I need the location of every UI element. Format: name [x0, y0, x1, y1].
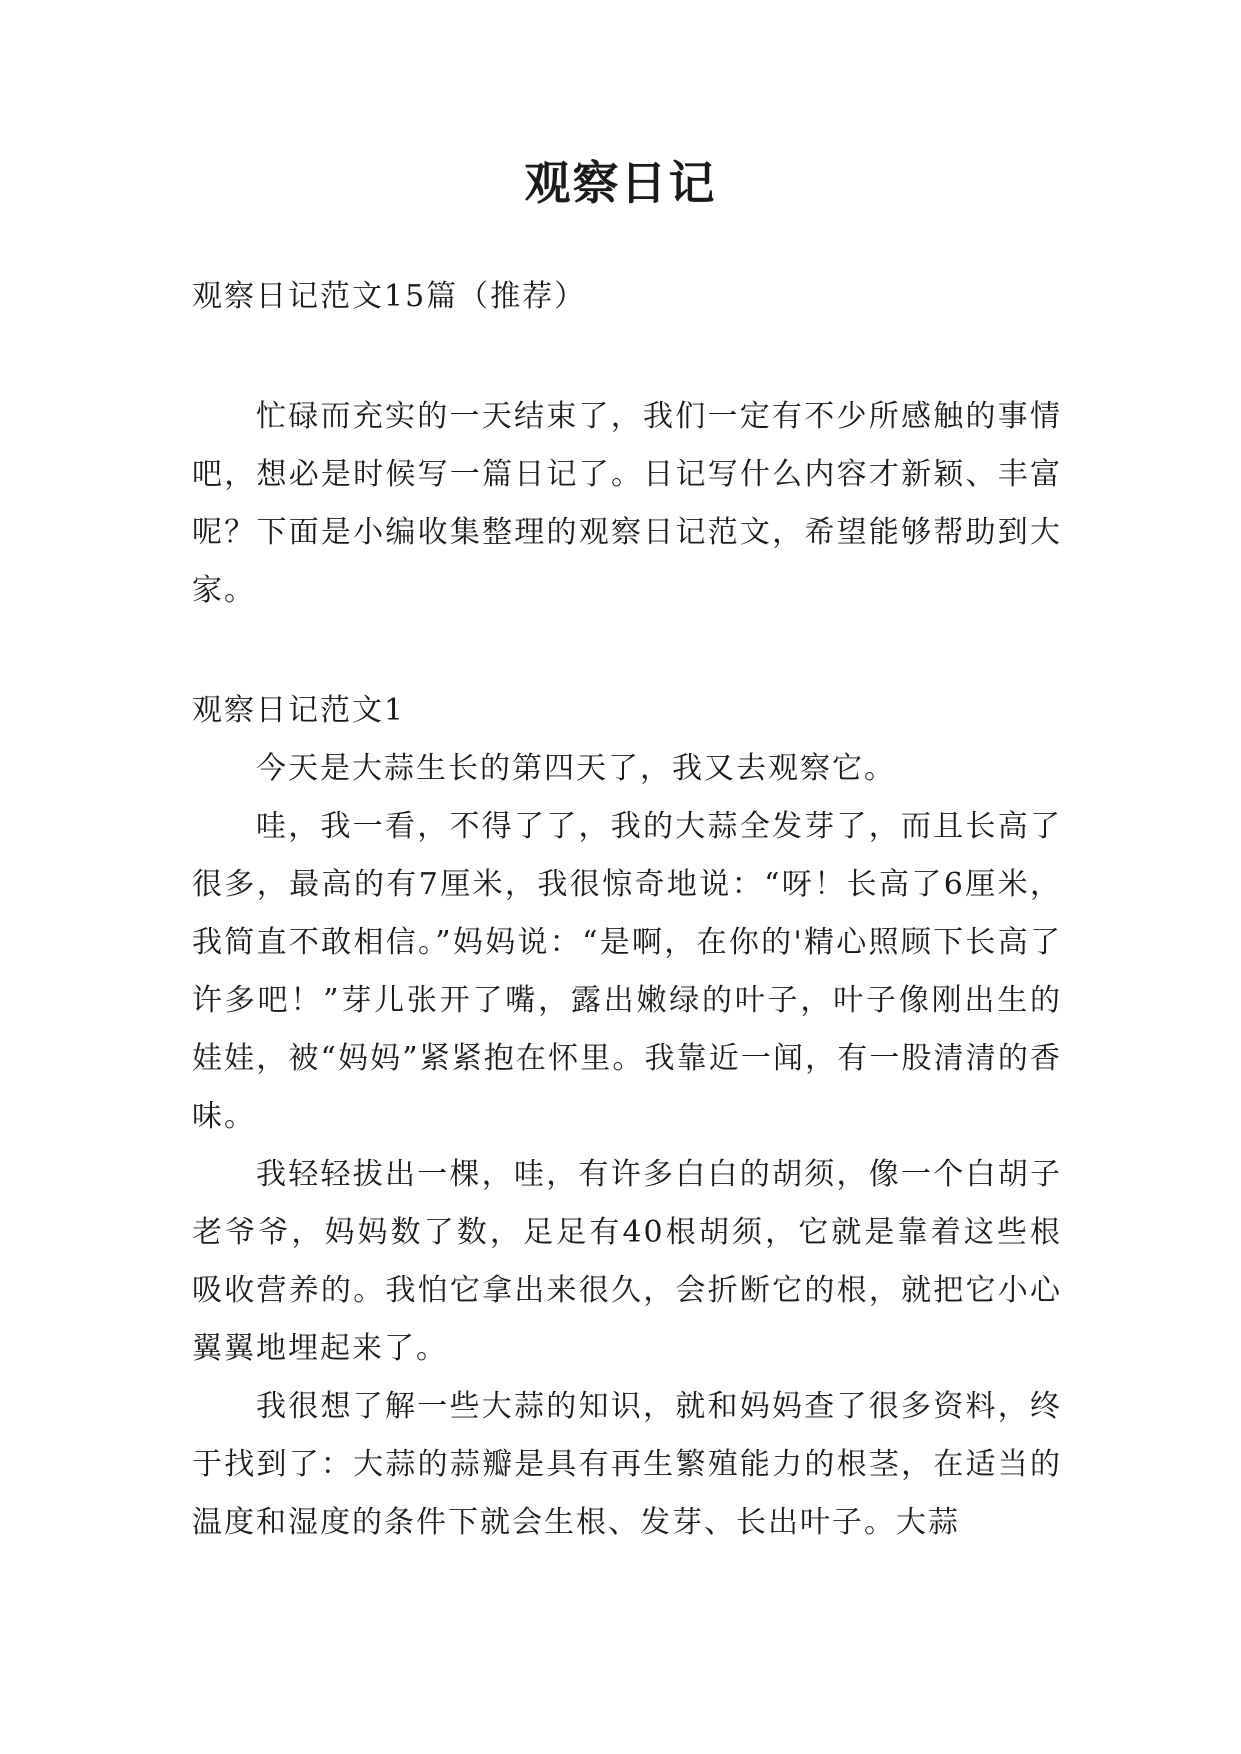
body-paragraph: 我轻轻拔出一棵，哇，有许多白白的胡须，像一个白胡子老爷爷，妈妈数了数，足足有40根胡须，它就是靠着这些根吸收营养的。我怕它拿出来很久，会折断它的根，就把它小心翼翼地埋起来了。: [192, 1157, 1062, 1366]
document-body: [192, 268, 1062, 1552]
document-title: 观察日记: [524, 156, 717, 210]
body-paragraph: 我很想了解一些大蒜的知识，就和妈妈查了很多资料，终于找到了：大蒜的蒜瓣是具有再生繁殖能力的根茎，在适当的温度和湿度的条件下就会生根、发芽、长出叶子。大蒜: [192, 1389, 1062, 1540]
body-paragraph: 哇，我一看，不得了了，我的大蒜全发芽了，而且长高了很多，最高的有7厘米，我很惊奇地说：“呀！长高了6厘米，我简直不敢相信。”妈妈说：“是啊，在你的'精心照顾下长高了许多吧！”芽儿张开了嘴，露出嫩绿的叶子，叶子像刚出生的娃娃，被“妈妈”紧紧抱在怀里。我靠近一闻，有一股清清的香味。: [192, 809, 1062, 1134]
body-paragraph: 今天是大蒜生长的第四天了，我又去观察它。: [256, 751, 896, 786]
document-subtitle: 观察日记范文15篇（推荐）: [192, 279, 587, 314]
spacer: [192, 620, 1062, 682]
spacer: [192, 326, 1062, 388]
section-heading: 观察日记范文1: [192, 693, 406, 728]
intro-paragraph: 忙碌而充实的一天结束了，我们一定有不少所感触的事情吧，想必是时候写一篇日记了。日记写什么内容才新颖、丰富呢？下面是小编收集整理的观察日记范文，希望能够帮助到大家。: [192, 399, 1062, 608]
